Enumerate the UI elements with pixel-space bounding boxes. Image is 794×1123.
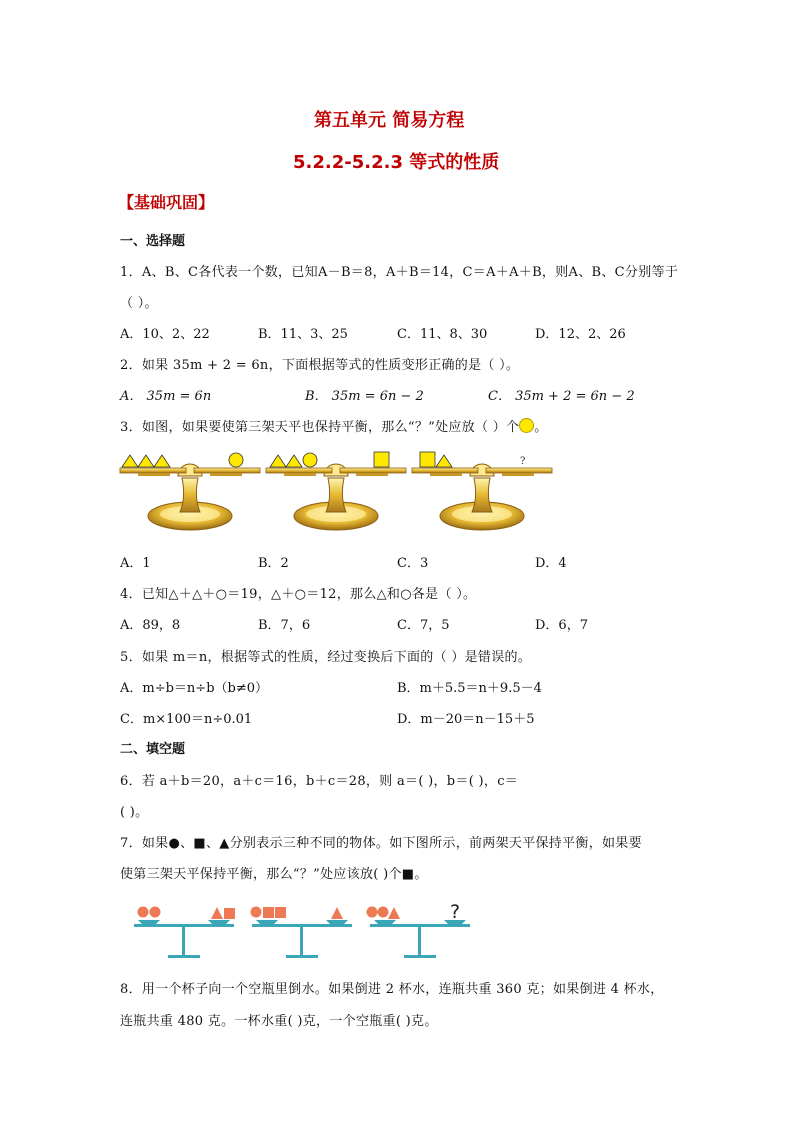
q8-line1: 8．用一个杯子向一个空瓶里倒水。如果倒进 2 杯水，连瓶共重 360 克；如果倒进 4 杯水，	[120, 982, 664, 997]
triangle-icon	[286, 455, 302, 467]
part1-heading: 一、选择题	[120, 234, 186, 249]
q3-text-after: 。	[534, 420, 548, 435]
question-mark: ?	[520, 456, 526, 467]
q4-option-a: A．89，8	[120, 618, 181, 633]
q1-line2: （ ）。	[120, 296, 158, 311]
balance-scale-1	[120, 453, 260, 530]
triangle-icon	[436, 455, 452, 467]
yellow-circle-icon	[519, 418, 534, 433]
triangle-icon	[270, 455, 286, 467]
q8-line2: 连瓶共重 480 克。一杯水重( )克，一个空瓶重( )克。	[120, 1014, 438, 1029]
circle-icon	[378, 907, 389, 918]
circle-icon	[150, 907, 161, 918]
q2-option-b: B． 35m = 6n − 2	[305, 389, 424, 404]
square-icon	[263, 907, 274, 918]
q5-text: 5．如果 m＝n，根据等式的性质，经过变换后下面的（ ）是错误的。	[120, 650, 532, 665]
q2-option-a: A． 35m = 6n	[120, 389, 212, 404]
circle-icon	[367, 907, 378, 918]
q1-option-c: C．11、8、30	[397, 327, 488, 342]
q6-line2: ( )。	[120, 805, 149, 820]
q4-option-b: B．7，6	[258, 618, 311, 633]
q7-line2: 使第三架天平保持平衡，那么“？”处应该放( )个■。	[120, 867, 428, 882]
teal-balance-3	[367, 901, 471, 958]
q1-option-a: A．10、2、22	[120, 327, 210, 342]
q7-balance-figure	[130, 900, 475, 962]
triangle-icon	[122, 455, 138, 467]
q5-option-a: A．m÷b＝n÷b（b≠0）	[120, 681, 269, 696]
square-icon	[420, 452, 435, 467]
q3-option-d: D．4	[535, 556, 567, 571]
section-label: 【基础巩固】	[118, 193, 215, 212]
q2-text: 2．如果 35m + 2 = 6n，下面根据等式的性质变形正确的是（ ）。	[120, 358, 520, 373]
triangle-icon	[331, 907, 343, 919]
q5-option-d: D．m－20＝n－15＋5	[397, 712, 535, 727]
circle-icon	[138, 907, 149, 918]
triangle-icon	[211, 907, 223, 919]
square-icon	[224, 908, 235, 919]
q4-option-c: C．7，5	[397, 618, 450, 633]
q1-line1: 1．A、B、C各代表一个数，已知A－B＝8，A＋B＝14，C＝A＋A＋B，则A、B、C分别等于	[120, 265, 679, 280]
triangle-icon	[138, 455, 154, 467]
q3-option-a: A．1	[120, 556, 151, 571]
q6-line1: 6．若 a＋b＝20，a＋c＝16，b＋c＝28，则 a＝( )，b＝( )，c＝	[120, 774, 519, 789]
q7-line1: 7．如果●、■、▲分别表示三种不同的物体。如下图所示，前两架天平保持平衡，如果要	[120, 836, 642, 851]
unit-title: 第五单元 简易方程	[314, 110, 465, 131]
teal-balance-2	[251, 907, 353, 959]
q5-option-c: C．m×100＝n÷0.01	[120, 712, 253, 727]
q3-option-b: B．2	[258, 556, 289, 571]
triangle-icon	[388, 907, 400, 919]
q5-option-b: B．m＋5.5＝n＋9.5－4	[397, 681, 542, 696]
circle-icon	[303, 453, 317, 467]
question-mark: ?	[450, 901, 461, 923]
lesson-title: 5.2.2-5.2.3 等式的性质	[293, 152, 500, 173]
circle-icon	[229, 453, 243, 467]
part2-heading: 二、填空题	[120, 742, 186, 757]
q4-option-d: D．6，7	[535, 618, 588, 633]
square-icon	[275, 907, 286, 918]
triangle-icon	[154, 455, 170, 467]
balance-scale-3	[412, 452, 552, 530]
q3-balance-figure	[118, 448, 558, 538]
balance-scale-2	[266, 452, 406, 530]
q3-text-before: 3．如图，如果要使第三架天平也保持平衡，那么“？”处应放（ ）个	[120, 420, 520, 435]
q3-text	[120, 416, 548, 435]
q1-option-b: B．11、3、25	[258, 327, 348, 342]
q4-text: 4．已知△＋△＋○＝19，△＋○＝12，那么△和○各是（ ）。	[120, 587, 477, 602]
q3-option-c: C．3	[397, 556, 429, 571]
square-icon	[374, 452, 389, 467]
teal-balance-1	[134, 907, 235, 959]
q1-option-d: D．12、2、26	[535, 327, 626, 342]
q2-option-c: C． 35m + 2 = 6n − 2	[488, 389, 635, 404]
circle-icon	[251, 907, 262, 918]
